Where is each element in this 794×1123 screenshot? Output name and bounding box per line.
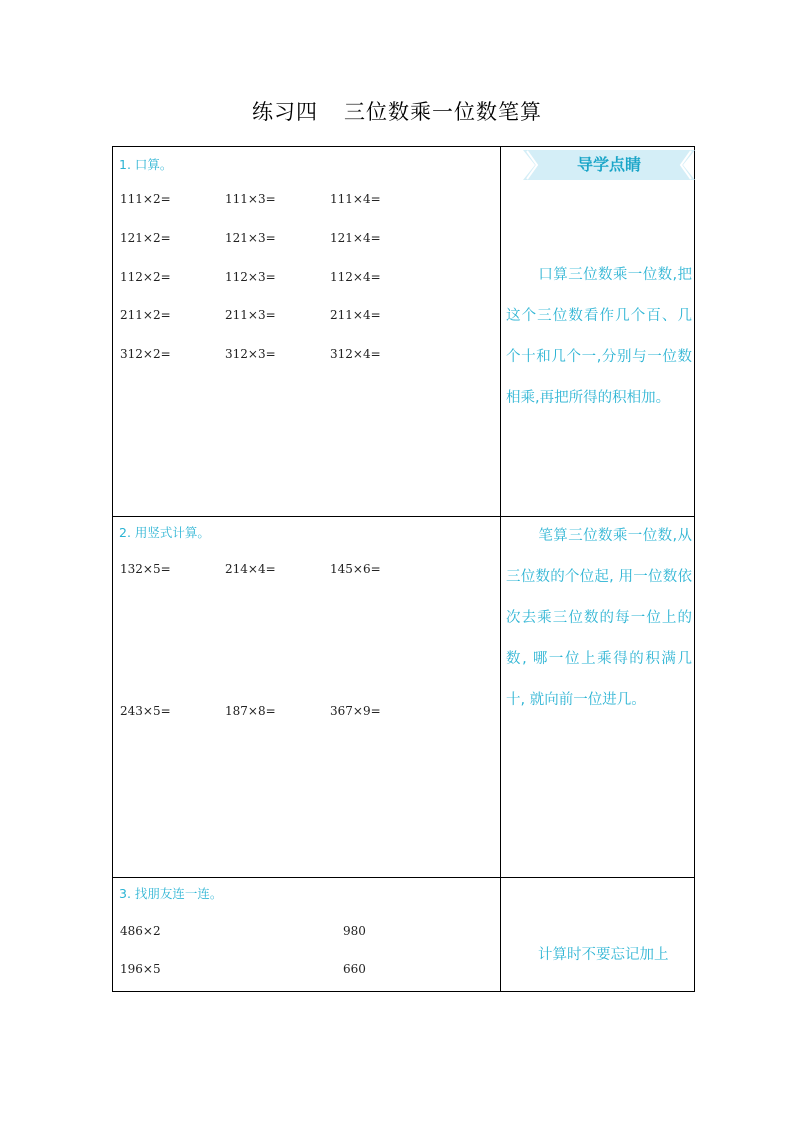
q1-expr: 121×3= (225, 231, 276, 245)
row-divider-2 (113, 877, 694, 878)
guide-note-2: 笔算三位数乘一位数,从三位数的个位起, 用一位数依次去乘三位数的每一位上的数, 哪一位上乘得的积满几十, 就向前一位进几。 (506, 528, 692, 708)
page-title (0, 96, 794, 126)
guide-note-1: 口算三位数乘一位数,把这个三位数看作几个百、几个十和几个一,分别与一位数相乘,再把所得的积相加。 (506, 267, 692, 406)
q1-expr: 111×3= (225, 192, 276, 206)
q1-expr: 111×2= (120, 192, 171, 206)
guide-banner-label: 导学点睛 (576, 155, 641, 174)
q3-right-item: 660 (343, 962, 366, 976)
exercise-table (112, 146, 695, 992)
q1-expr: 112×3= (225, 270, 276, 284)
q2-expr: 132×5= (120, 562, 171, 576)
q2-expr: 367×9= (330, 704, 381, 718)
q2-heading: 2. 用竖式计算。 (119, 525, 210, 540)
q3-heading: 3. 找朋友连一连。 (119, 886, 223, 901)
q1-expr: 312×4= (330, 347, 381, 361)
q2-expr: 145×6= (330, 562, 381, 576)
q2-expr: 187×8= (225, 704, 276, 718)
q3-left-item: 486×2 (120, 924, 161, 938)
q1-expr: 112×4= (330, 270, 381, 284)
column-divider (500, 147, 501, 991)
guide-note-3: 计算时不要忘记加上 (538, 947, 669, 963)
q1-expr: 121×4= (330, 231, 381, 245)
title-sub: 三位数乘一位数笔算 (344, 100, 542, 124)
q2-expr: 214×4= (225, 562, 276, 576)
q3-left-item: 196×5 (120, 962, 161, 976)
guide-banner (523, 150, 695, 180)
q1-expr: 111×4= (330, 192, 381, 206)
q1-expr: 312×2= (120, 347, 171, 361)
q1-expr: 112×2= (120, 270, 171, 284)
q1-expr: 211×2= (120, 308, 171, 322)
title-main: 练习四 (252, 100, 318, 124)
q2-expr: 243×5= (120, 704, 171, 718)
q3-right-item: 980 (343, 924, 366, 938)
q1-heading: 1. 口算。 (119, 157, 173, 172)
q1-expr: 211×4= (330, 308, 381, 322)
q1-expr: 312×3= (225, 347, 276, 361)
q1-expr: 211×3= (225, 308, 276, 322)
q1-expr: 121×2= (120, 231, 171, 245)
